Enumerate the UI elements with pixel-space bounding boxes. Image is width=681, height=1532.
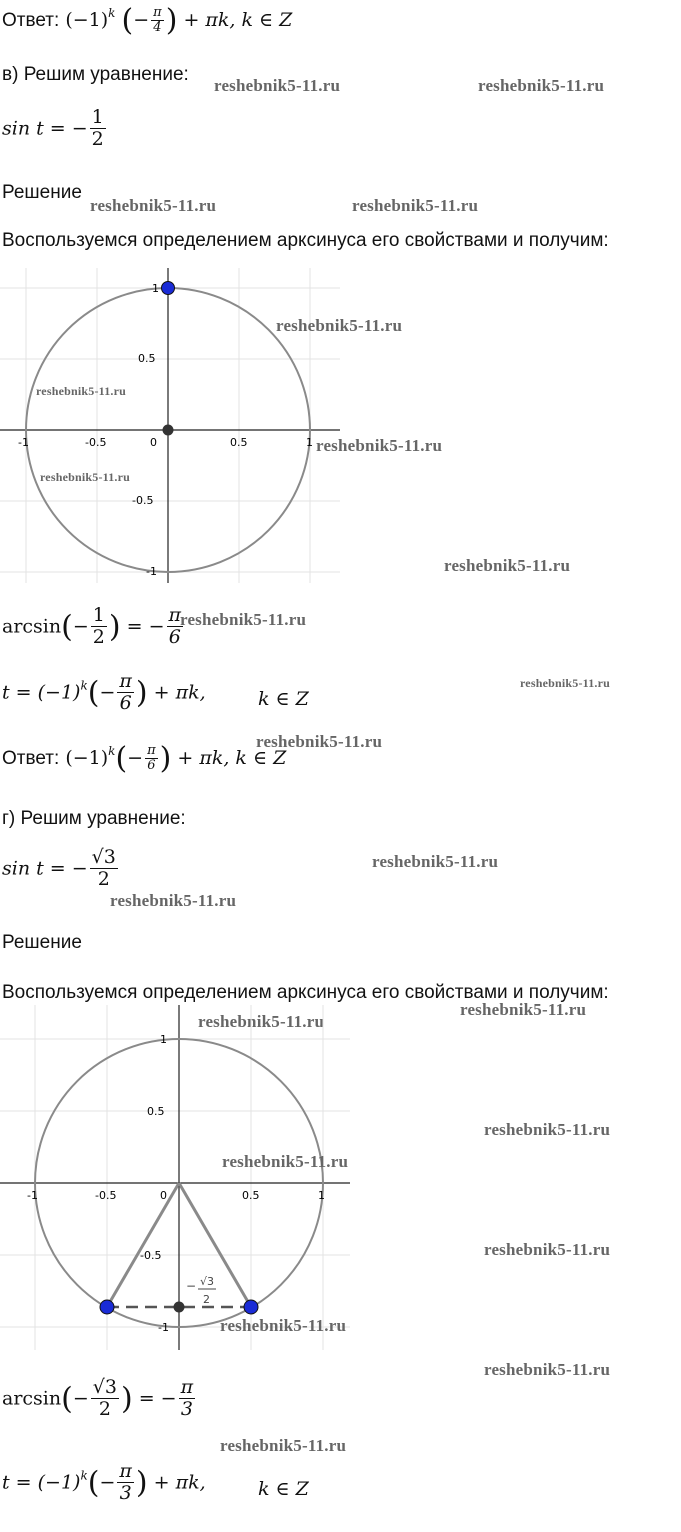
paren-open: ( <box>87 1465 100 1501</box>
answer-frac: $\frac{\pi}{6}$ <box>147 743 156 773</box>
tick-y--0.5: -0.5 <box>132 494 154 507</box>
watermark: reshebnik5-11.ru <box>316 436 443 455</box>
equation-v <box>2 108 108 151</box>
arcsin-label: arcsin <box>2 615 62 638</box>
watermark: reshebnik5-11.ru <box>372 852 499 871</box>
tick-y--1: -1 <box>146 565 157 578</box>
arcsin-frac: $\frac{√3}{2}$ <box>92 1376 117 1420</box>
grid <box>0 1005 350 1350</box>
origin-point <box>163 425 174 436</box>
answer-frac: $\frac{\pi}{4}$ <box>153 5 162 35</box>
arcsin-v: arcsin(− $\frac{1}{2}$ ) = − $\frac{\pi}{6}$ <box>2 604 181 648</box>
eq-lhs: sin t = − <box>2 117 88 140</box>
t-frac: $\frac{\pi}{6}$ <box>119 670 132 714</box>
tick-y--1: -1 <box>158 1321 169 1334</box>
watermark: reshebnik5-11.ru <box>520 676 610 690</box>
point-top <box>162 282 175 295</box>
point-left <box>100 1300 114 1314</box>
equation-g <box>2 848 120 891</box>
arcsin-result-frac: $\frac{\pi}{6}$ <box>168 604 181 648</box>
answer-v: Ответ: $(-1)^k(-$ $\frac{\pi}{6}$ ) + πk, k ∈ Z <box>2 741 287 776</box>
eq-frac: $\frac{1}{2}$ <box>91 106 104 150</box>
graph-label-minus: − <box>186 1279 197 1293</box>
watermark: reshebnik5-11.ru <box>460 1000 587 1019</box>
paren-open: ( <box>61 1381 73 1417</box>
paren-close: ) <box>159 741 172 776</box>
t-prefix: t = (−1) <box>2 1471 81 1494</box>
t-suffix: + πk, <box>153 681 206 704</box>
tick-x-1: 1 <box>318 1189 325 1202</box>
tick-x-0: 0 <box>160 1189 167 1202</box>
answer-label: Ответ: <box>2 10 60 31</box>
answer-base: $(-1)^k$ <box>65 6 116 31</box>
eq-lhs: sin t = − <box>2 857 88 880</box>
paren-close: ) <box>120 1381 133 1417</box>
tick-y-0.5: 0.5 <box>138 352 156 365</box>
answer-rest: + πk, k ∈ Z <box>183 9 293 31</box>
watermark: reshebnik5-11.ru <box>36 384 126 398</box>
heading-v: в) Решим уравнение: <box>2 64 189 85</box>
paren-open: ( <box>115 741 128 776</box>
paren-open: ( <box>61 609 73 645</box>
arcsin-result-frac: $\frac{\pi}{3}$ <box>180 1376 194 1420</box>
paren-open: ( <box>121 3 134 38</box>
tick-x-0.5: 0.5 <box>230 436 248 449</box>
watermark: reshebnik5-11.ru <box>222 1152 349 1171</box>
arcsin-label: arcsin <box>2 1387 62 1410</box>
tick-x-0.5: 0.5 <box>242 1189 260 1202</box>
watermark: reshebnik5-11.ru <box>214 76 341 95</box>
watermark: reshebnik5-11.ru <box>90 196 217 215</box>
tick-x--0.5: -0.5 <box>85 436 107 449</box>
tick-y--0.5: -0.5 <box>140 1249 162 1262</box>
graph-label-num: √3 <box>200 1275 215 1288</box>
tick-x--1: -1 <box>27 1189 38 1202</box>
paren-close: ) <box>135 675 148 711</box>
t-domain-g: k ∈ Z <box>258 1478 309 1500</box>
watermark: reshebnik5-11.ru <box>180 610 307 629</box>
watermark: reshebnik5-11.ru <box>198 1012 325 1031</box>
point-right <box>244 1300 258 1314</box>
solution-label: Решение <box>2 182 82 203</box>
watermark: reshebnik5-11.ru <box>220 1436 347 1455</box>
arcsin-g: arcsin(− $\frac{√3}{2}$ ) = − $\frac{\pi}{3}$ <box>2 1376 194 1420</box>
projection-point <box>174 1302 185 1313</box>
heading-g: г) Решим уравнение: <box>2 808 186 829</box>
intro-v: Воспользуемся определением арксинуса его свойствами и получим: <box>2 230 609 251</box>
t-frac: $\frac{\pi}{3}$ <box>119 1460 132 1504</box>
t-solution-v: $t = (-1)^k(-$ $\frac{\pi}{6}$ ) + πk, <box>2 670 206 714</box>
radius-left <box>107 1183 179 1307</box>
t-domain-v: k ∈ Z <box>258 688 309 710</box>
answer-prev: Ответ: $(-1)^k$ (− $\frac{\pi}{4}$ ) + πk, k ∈ Z <box>2 3 293 38</box>
tick-y-0.5: 0.5 <box>147 1105 165 1118</box>
unit-circle-graph-g <box>0 1005 350 1350</box>
watermark: reshebnik5-11.ru <box>444 556 571 575</box>
answer-label: Ответ: <box>2 748 60 769</box>
tick-x-0: 0 <box>150 436 157 449</box>
tick-x--0.5: -0.5 <box>95 1189 117 1202</box>
watermark: reshebnik5-11.ru <box>220 1316 347 1335</box>
watermark: reshebnik5-11.ru <box>484 1360 611 1379</box>
tick-y-1: 1 <box>160 1033 167 1046</box>
watermark: reshebnik5-11.ru <box>40 470 130 484</box>
paren-close: ) <box>165 3 178 38</box>
arcsin-frac: $\frac{1}{2}$ <box>92 604 105 648</box>
tick-x-1: 1 <box>306 436 313 449</box>
watermark: reshebnik5-11.ru <box>484 1120 611 1139</box>
tick-x--1: -1 <box>18 436 29 449</box>
watermark: reshebnik5-11.ru <box>276 316 403 335</box>
t-suffix: + πk, <box>153 1471 206 1494</box>
watermark: reshebnik5-11.ru <box>478 76 605 95</box>
watermark: reshebnik5-11.ru <box>256 732 383 751</box>
eq-frac: $\frac{√3}{2}$ <box>91 846 116 890</box>
solution-label-g: Решение <box>2 932 82 953</box>
graph-label-den: 2 <box>203 1293 210 1306</box>
watermark: reshebnik5-11.ru <box>352 196 479 215</box>
t-solution-g: $t = (-1)^k(-$ $\frac{\pi}{3}$ ) + πk, <box>2 1460 206 1504</box>
intro-g: Воспользуемся определением арксинуса его свойствами и получим: <box>2 982 609 1003</box>
tick-y-1: 1 <box>152 282 159 295</box>
paren-open: ( <box>87 675 100 711</box>
paren-close: ) <box>135 1465 148 1501</box>
watermark: reshebnik5-11.ru <box>110 891 237 910</box>
watermark: reshebnik5-11.ru <box>484 1240 611 1259</box>
answer-rest: + πk, k ∈ Z <box>177 747 287 769</box>
t-prefix: t = (−1) <box>2 681 81 704</box>
paren-close: ) <box>108 609 121 645</box>
